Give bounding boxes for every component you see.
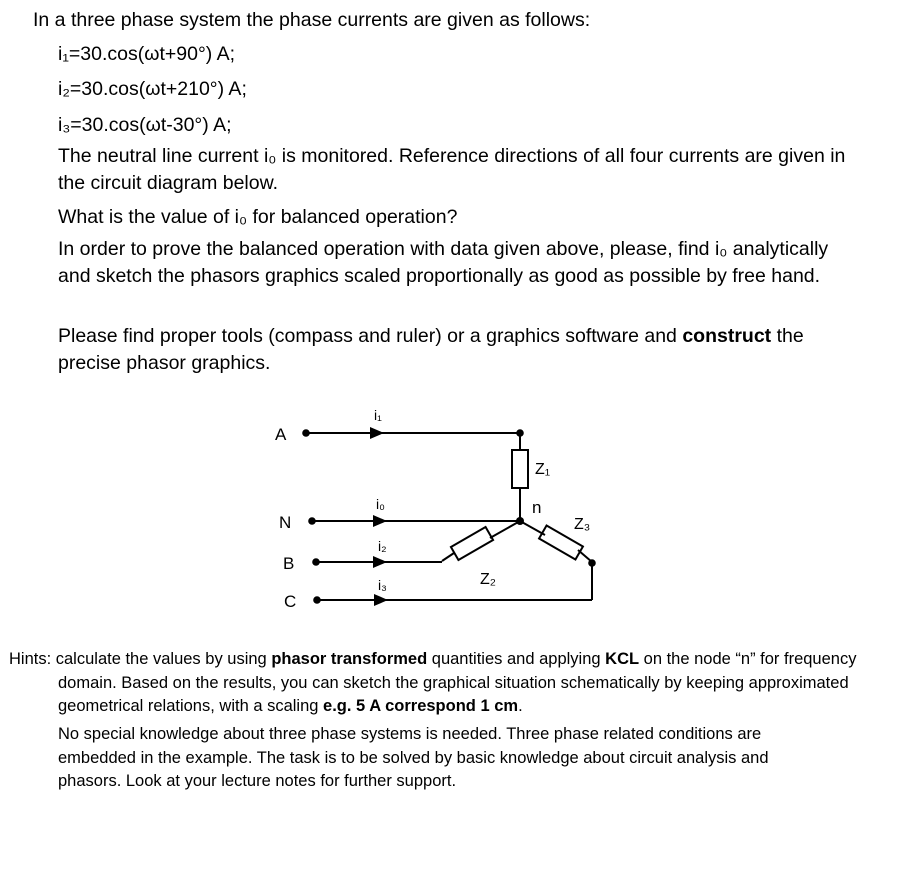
label-z2: Z₂ — [480, 571, 496, 588]
label-node-n: N — [279, 513, 292, 532]
tools-text-before: Please find proper tools (compass and ruler) or a graphics software and — [58, 325, 683, 347]
label-node-star: n — [532, 498, 542, 517]
label-z3: Z₃ — [574, 516, 591, 533]
current-i1: i₁=30.cos(ωt+90°) A; — [58, 43, 236, 65]
arrow-i0 — [373, 515, 387, 527]
prove-paragraph: In order to prove the balanced operation with data given above, please, find i₀ analytically and sketch the phasors graphics scaled proportionally as good as possible by free hand. — [58, 238, 829, 287]
node-n-star-dot — [516, 517, 524, 525]
node-n-upper-dot — [308, 517, 316, 525]
hint-text-c: quantities and applying — [427, 650, 606, 668]
hint-text-g: . — [518, 697, 523, 715]
arrow-i3 — [374, 594, 388, 606]
balanced-question: What is the value of i₀ for balanced operation? — [58, 206, 458, 228]
label-node-b: B — [283, 554, 295, 573]
label-z1: Z₁ — [535, 461, 551, 478]
hint-text-a: Hints: calculate the values by using — [9, 650, 272, 668]
current-i2: i₂=30.cos(ωt+210°) A; — [58, 78, 247, 100]
hint-text-e: on the node “n” for frequency domain. Based on the results, you can sketch the graphical situation schematically by keeping approximated geometrical relations, with a scaling — [58, 650, 857, 715]
hints-paragraph-2: No special knowledge about three phase systems is needed. Three phase related conditions are embedded in the example. The task is to be solved by basic knowledge about circuit analysis and phasors. Look at your lecture notes for further support. — [58, 725, 769, 790]
label-i0: i₀ — [376, 496, 385, 512]
label-i2: i₂ — [378, 538, 387, 554]
node-b-dot — [312, 558, 320, 566]
tools-text-bold: construct — [682, 325, 772, 347]
label-i3: i₃ — [378, 577, 387, 593]
tools-paragraph — [58, 323, 858, 377]
tools-text-after: the precise phasor graphics. — [58, 325, 804, 374]
hint-bold-phasor: phasor transformed — [271, 650, 428, 668]
label-node-c: C — [284, 592, 297, 611]
node-top-dot — [516, 429, 524, 437]
label-i1: i₁ — [374, 407, 382, 423]
arrow-i1 — [370, 427, 384, 439]
hints-paragraph-1 — [9, 648, 878, 719]
node-z3-end-dot — [588, 559, 596, 567]
intro-text: In a three phase system the phase currents are given as follows: — [33, 9, 591, 31]
current-i3: i₃=30.cos(ωt-30°) A; — [58, 114, 232, 136]
hint-bold-kcl: KCL — [605, 650, 640, 668]
hint-bold-scaling: e.g. 5 A correspond 1 cm — [323, 697, 519, 715]
node-c-dot — [313, 596, 321, 604]
neutral-current-paragraph: The neutral line current i₀ is monitored. Reference directions of all four currents are given in the circuit diagram below. — [58, 145, 846, 194]
arrow-i2 — [373, 556, 387, 568]
node-a-dot — [302, 429, 310, 437]
label-node-a: A — [275, 425, 287, 444]
